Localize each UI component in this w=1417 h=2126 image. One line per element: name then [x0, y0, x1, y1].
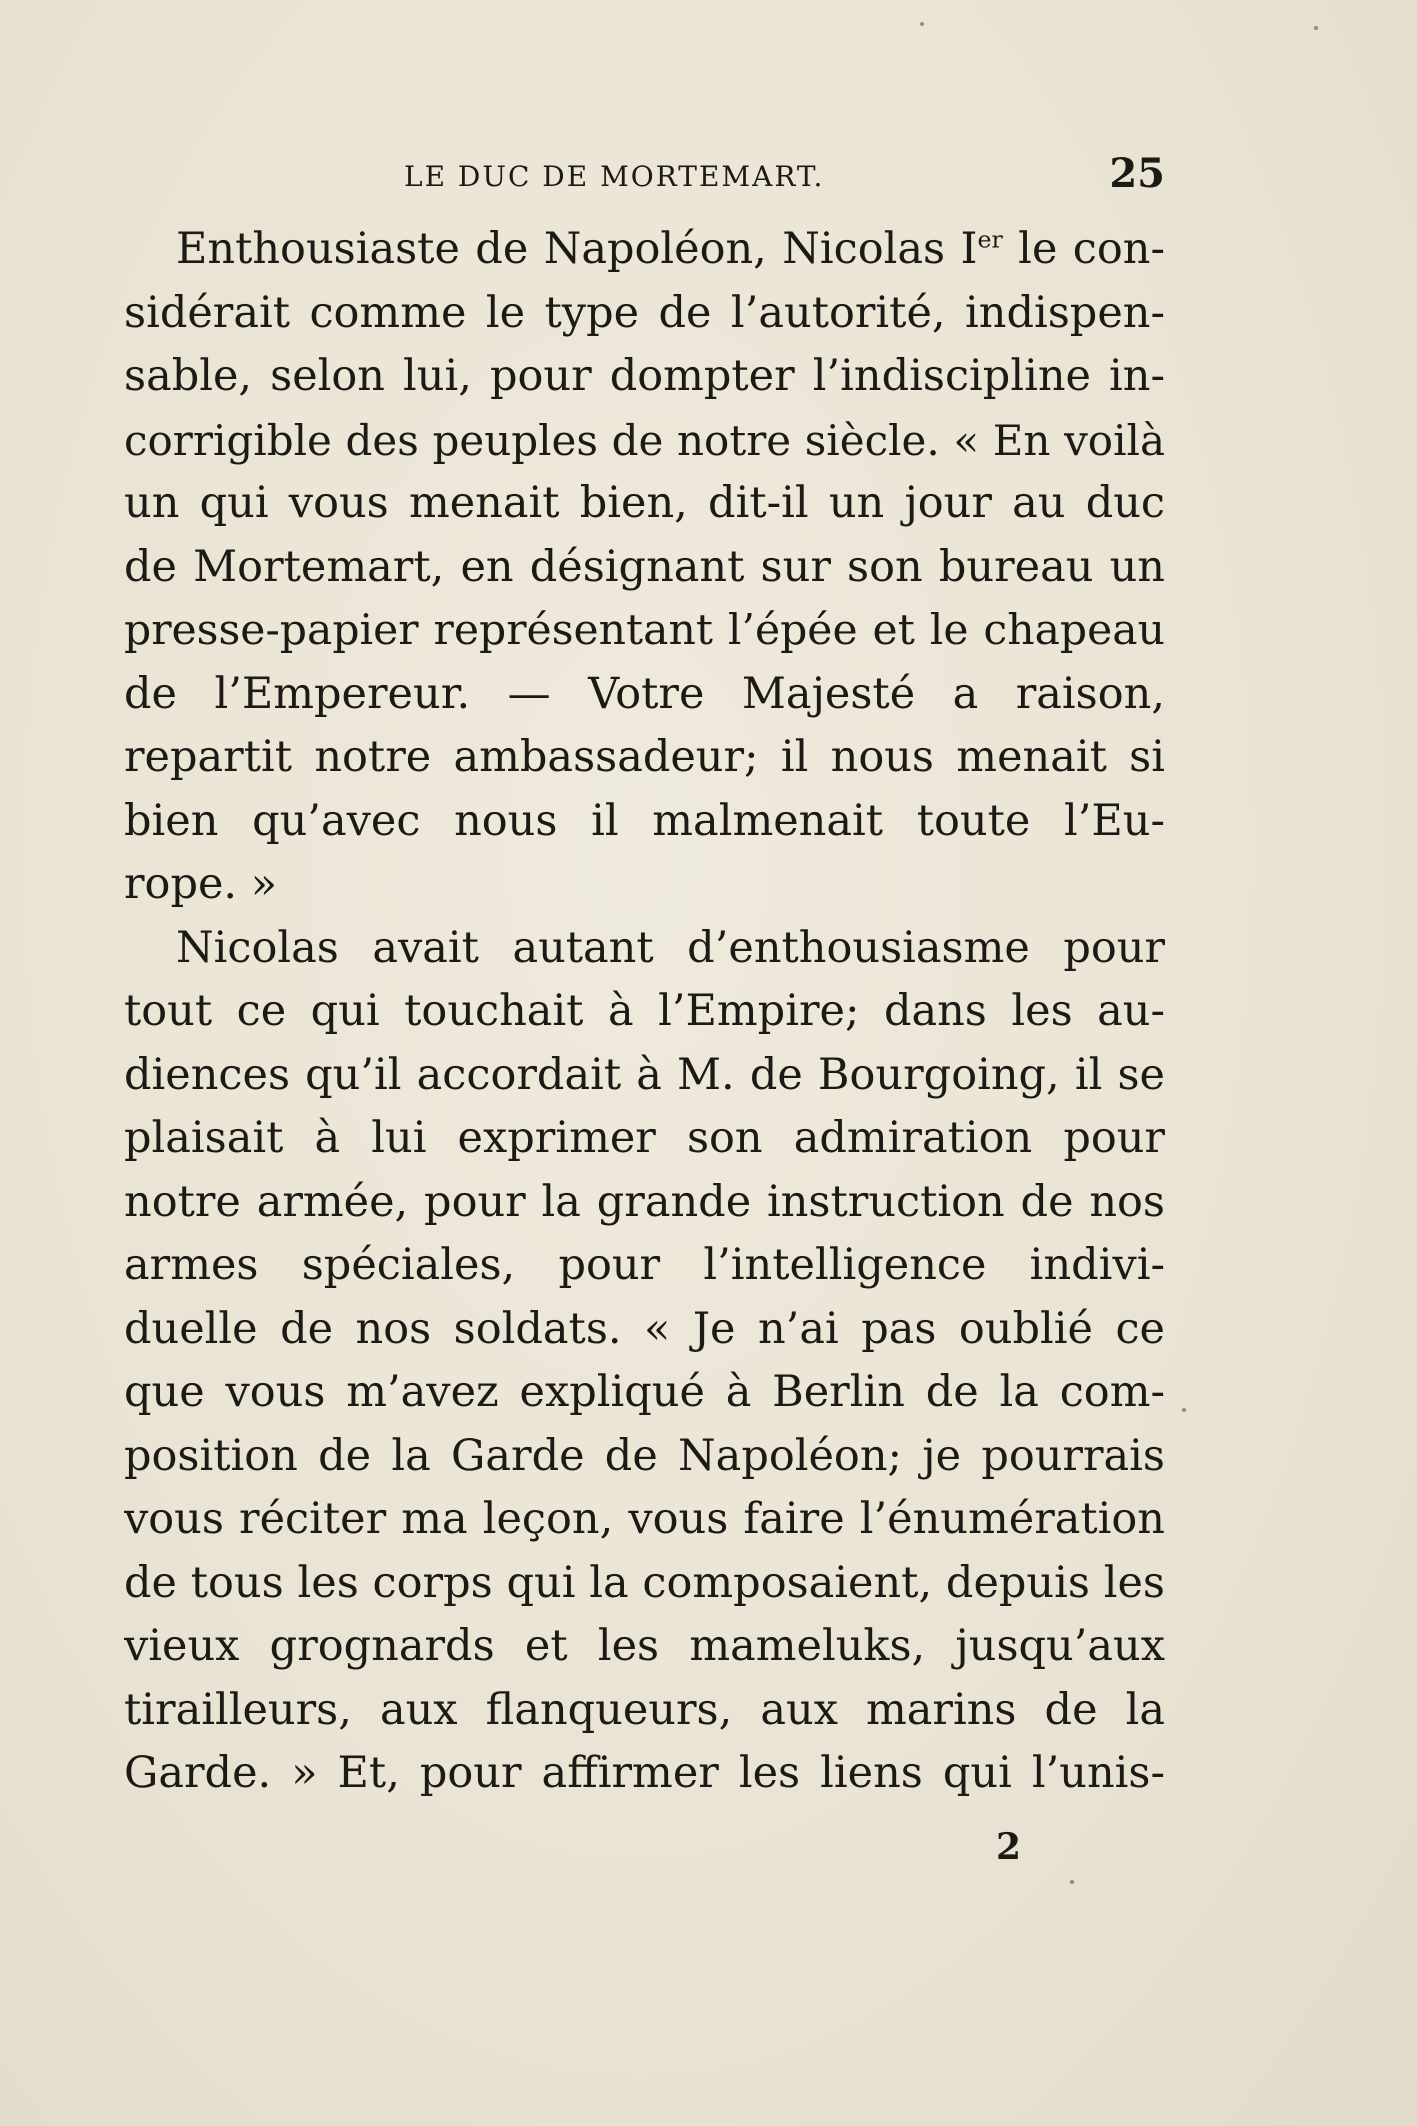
- text-line: repartit notre ambassadeur; il nous menait si: [124, 732, 1165, 782]
- page-header: [124, 150, 1165, 200]
- text-line: sable, selon lui, pour dompter l’indiscipline in-: [124, 351, 1165, 401]
- text-line: armes spéciales, pour l’intelligence indivi-: [124, 1240, 1165, 1290]
- text-line: position de la Garde de Napoléon; je pourrais: [124, 1430, 1165, 1481]
- text-line: Nicolas avait autant d’enthousiasme pour: [176, 922, 1165, 973]
- body-text: [124, 218, 1165, 1806]
- text-line: presse-papier représentant l’épée et le chapeau: [124, 606, 1165, 655]
- text-line: notre armée, pour la grande instruction de nos: [124, 1176, 1165, 1227]
- signature-mark: 2: [996, 1826, 1022, 1868]
- running-title: LE DUC DE MORTEMART.: [404, 160, 825, 193]
- text-line: duelle de nos soldats. « Je n’ai pas oublié ce: [124, 1303, 1165, 1354]
- text-line: de Mortemart, en désignant sur son bureau un: [124, 541, 1165, 592]
- text-line: diences qu’il accordait à M. de Bourgoing, il se: [124, 1049, 1165, 1100]
- text-line: bien qu’avec nous il malmenait toute l’Eu-: [124, 795, 1165, 846]
- text-line: vous réciter ma leçon, vous faire l’énumération: [124, 1494, 1165, 1544]
- text-line: que vous m’avez expliqué à Berlin de la com-: [124, 1367, 1165, 1417]
- text-line: plaisait à lui exprimer son admiration pour: [124, 1113, 1165, 1163]
- text-line: de l’Empereur. — Votre Majesté a raison,: [124, 668, 1165, 719]
- paper-speck: [1070, 1880, 1074, 1884]
- text-line: Garde. » Et, pour affirmer les liens qui l’unis-: [124, 1748, 1165, 1798]
- paper-speck: [920, 22, 924, 26]
- text-line: tout ce qui touchait à l’Empire; dans les au-: [124, 986, 1165, 1036]
- page-number: 25: [1109, 150, 1165, 197]
- text-line: tirailleurs, aux flanqueurs, aux marins de la: [124, 1684, 1165, 1735]
- paper-speck: [1182, 1408, 1186, 1412]
- paper-speck: [1314, 26, 1318, 30]
- text-line: vieux grognards et les mameluks, jusqu’aux: [124, 1621, 1165, 1671]
- text-line: rope. »: [124, 859, 278, 909]
- text-line: corrigible des peuples de notre siècle. « En voilà: [124, 415, 1165, 465]
- text-line: un qui vous menait bien, dit-il un jour au duc: [124, 478, 1165, 528]
- text-line: de tous les corps qui la composaient, depuis les: [124, 1557, 1165, 1608]
- text-line: sidérait comme le type de l’autorité, indispen-: [124, 287, 1165, 338]
- text-line: Enthousiaste de Napoléon, Nicolas Ier le con-: [176, 224, 1165, 274]
